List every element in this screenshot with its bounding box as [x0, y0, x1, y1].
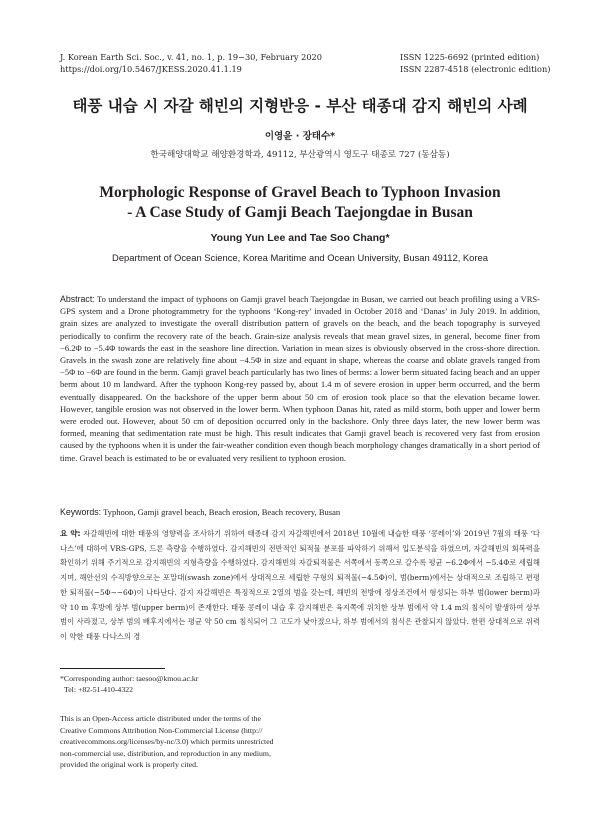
license-line: creativecommons.org/licenses/by-nc/3.0) which permits unrestricted [60, 737, 274, 747]
abstract [60, 293, 540, 464]
license-line: provided the original work is properly cited. [60, 760, 198, 770]
korean-abstract-label: 요 약: [60, 529, 81, 538]
journal-citation: J. Korean Earth Sci. Soc., v. 41, no. 1, p. 19−30, February 2020 [60, 52, 322, 62]
keywords-label: Keywords: [60, 507, 102, 517]
english-title [0, 183, 600, 223]
korean-affiliation: 한국해양대학교 해양환경학과, 49112, 부산광역시 영도구 태종로 727 (동삼동) [150, 150, 450, 160]
license-notice [60, 713, 310, 771]
english-affiliation: Department of Ocean Science, Korea Maritime and Ocean University, Busan 49112, Korea [112, 252, 488, 263]
english-title-line2: - A Case Study of Gamji Beach Taejongdae in Busan [127, 204, 473, 221]
issn-electronic: ISSN 2287-4518 (electronic edition) [400, 63, 551, 74]
abstract-text: To understand the impact of typhoons on Gamji gravel beach Taejongdae in Busan, we carried out beach profiling using a VRS-GPS system and a Drone photogrammetry for the typhoons ‘Kong-rey’ invaded in October 2018 and ‘Danas’ in July 2019. In addition, grain sizes are analyzed to investigate the overall distribution pattern of gravels on the beach, and the beach topography is surveyed periodically to confirm the recovery rate of the beach. Grain-size analysis reveals that mean gravel sizes, in general, become finer from −6.2Φ to −5.4Φ towards the east in the seashore line direction. Variation in mean sizes is obviously observed in the cross-shore direction. Gravels in the swash zone are relatively fine about −4.5Φ in size and equant in shape, whereas the coarse and oblate gravels ranged from −5Φ to −6Φ are found in the berm. Gamji gravel beach particularly has two lines of berms: a lower berm situated facing beach and an upper berm about 10 m landward. After the typhoon Kong-rey passed by, about 1.4 m of severe erosion in upper berm occurred, and the berm eventually disappeared. On the backshore of the upper berm about 50 cm of erosion took place so that the elevation became lower. However, tangible erosion was not observed in the lower berm. When typhoon Danas hit, rated as mild storm, both upper and lower berm were eroded out. However, about 50 cm of deposition occurred only in the backshore. Only three days later, the new lower berm was formed, meaning that sedimentation rate must be high. This result indicates that Gamji gravel beach is recovered very fast from erosion caused by the typhoons when it is under the fair-weather condition even though beach morphology changes dramatically in a short period of time. Gravel beach is estimated to be or evaluated very resilient to typhoon erosion. [60, 294, 541, 463]
corresponding-author-email: *Corresponding author: taesoo@kmou.ac.kr [60, 674, 199, 683]
english-authors: Young Yun Lee and Tae Soo Chang* [210, 232, 390, 244]
corresponding-author-tel: Tel: +82-51-410-4322 [64, 685, 134, 694]
korean-authors: 이영윤 · 장태수* [264, 131, 336, 142]
license-line: This is an Open-Access article distributed under the terms of the [60, 714, 261, 723]
issn-block [400, 52, 550, 75]
abstract-label: Abstract: [60, 294, 95, 304]
doi-link[interactable]: https://doi.org/10.5467/JKESS.2020.41.1.19 [60, 63, 242, 74]
korean-title: 태풍 내습 시 자갈 해빈의 지형반응 - 부산 태종대 감지 해빈의 사례 [72, 97, 528, 115]
keywords-text: Typhoon, Gamji gravel beach, Beach erosion, Beach recovery, Busan [103, 507, 341, 517]
issn-print: ISSN 1225-6692 (printed edition) [400, 52, 540, 62]
korean-abstract [60, 527, 540, 645]
korean-abstract-text: 자갈해빈에 대한 태풍의 영향력을 조사하기 위하여 태종대 감지 자갈해빈에서 2018년 10월에 내습한 태풍 ‘콩레이’와 2019년 7월의 태풍 ‘다나스’에 대하여 VRS-GPS, 드론 측량을 수행하였다. 감지해빈의 전반적인 퇴적물 분포를 파악하기 위해서 입도분석을 하였으며, 자갈해빈의 회복력을 확인하기 위해 주기적으로 감지해빈의 지형측량을 수행하였다. 감지해빈의 자갈퇴적물은 서쪽에서 동쪽으로 갈수록 평균 −6.2Φ에서 −5.4Φ로 세립해지며, 해안선의 수직방향으로는 포말대(swash zone)에서 상대적으로 세립한 구형의 퇴적물(−4.5Φ)이, 범(berm)에서는 상대적으로 조립하고 편평한 퇴적물(−5Φ∼−6Φ)이 나타난다. 감지 자갈해빈은 특징적으로 2열의 범을 갖는데, 해빈의 전방에 정상조건에서 형성되는 하부 범(lower berm)과 약 10 m 후방에 상부 범(upper berm)이 존재한다. 태풍 콩레이 내습 후 감지해빈은 육지쪽에 위치한 상부 범에서 약 1.4 m의 침식이 발생하여 상부 범이 사라졌고, 상부 범의 배후지에서는 평균 약 50 cm 침식되어 그 고도가 낮아졌으나, 하부 범에서의 침식은 관찰되지 않았다. 한편 상대적으로 위력이 약한 태풍 다나스의 경 [60, 529, 540, 641]
keywords [60, 507, 540, 517]
journal-header [60, 52, 322, 75]
license-line: Creative Commons Attribution Non-Commercial License (http:// [60, 725, 263, 735]
license-line: non-commercial use, distribution, and reproduction in any medium, [60, 748, 271, 758]
corresponding-author-footnote [60, 673, 310, 695]
english-title-line1: Morphologic Response of Gravel Beach to Typhoon Invasion [99, 184, 501, 201]
footnote-divider [60, 668, 165, 669]
